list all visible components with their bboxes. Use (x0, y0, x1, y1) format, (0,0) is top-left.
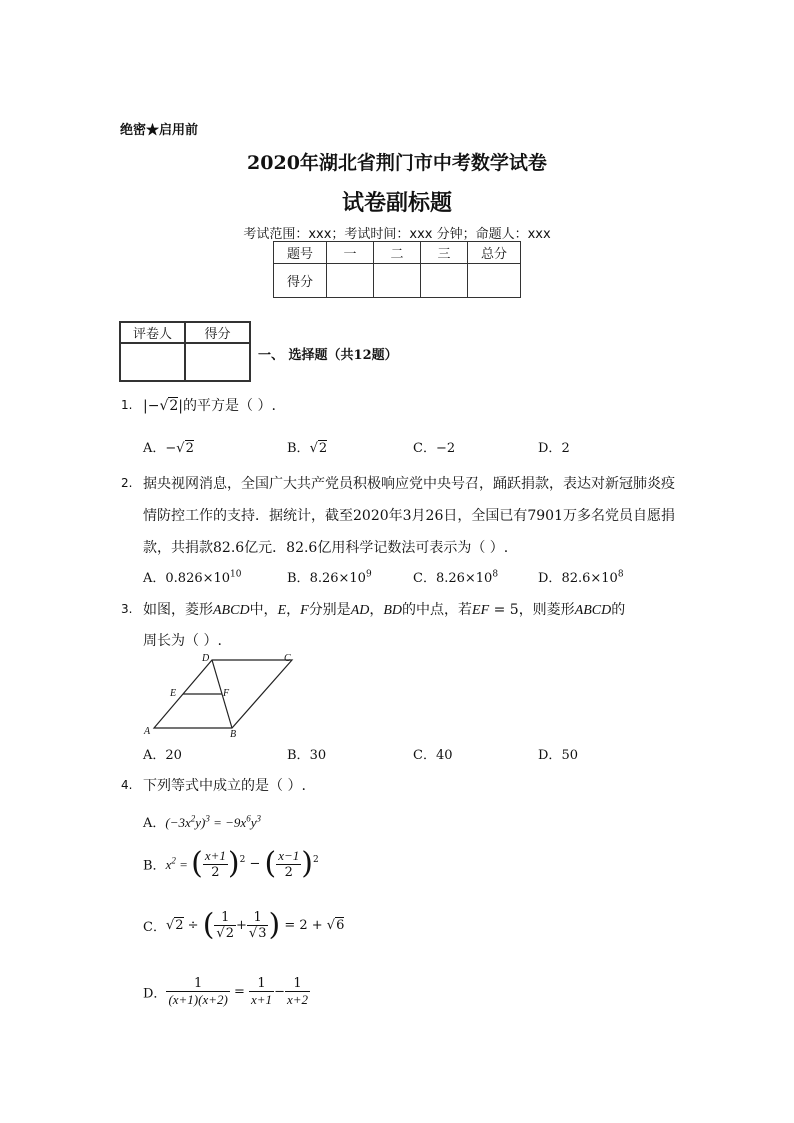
question-3-line-2: 周长为（ ）. (143, 633, 222, 649)
question-3-line-1: 如图，菱形ABCD中，E，F分别是AD，BD的中点，若EF = 5，则菱形ABCD的 (143, 602, 626, 618)
q2-option-d[interactable]: D．$82.6\times 10^8$ (538, 569, 624, 586)
q4-option-d[interactable]: D． $\frac{1}{(x+1)(x+2)}$ = $\frac{1}{x+1}$ − $\frac{1}{x+2}$ (143, 976, 309, 1007)
score-table-header: 题号 (274, 242, 327, 264)
grader-cell[interactable] (120, 343, 185, 381)
q1-option-c[interactable]: C．−2 (413, 441, 456, 456)
q3-option-a[interactable]: A．20 (143, 748, 182, 763)
grader-header: 评卷人 (120, 322, 185, 343)
question-2-line: 据央视网消息，全国广大共产党员积极响应党中央号召，踊跃捐款，表达对新冠肺炎疫 (143, 476, 675, 492)
question-number: 2. (121, 476, 133, 490)
vertex-label-c: C (284, 653, 291, 664)
q1-option-d[interactable]: D．2 (538, 441, 570, 456)
score-table-header: 总分 (468, 242, 521, 264)
grader-score-header: 得分 (185, 322, 250, 343)
vertex-label-d: D (202, 653, 210, 664)
question-number: 3. (121, 602, 133, 616)
q2-option-c[interactable]: C．$8.26\times 10^8$ (413, 569, 499, 586)
score-table-header: 二 (374, 242, 421, 264)
question-number: 4. (121, 778, 133, 792)
q2-option-a[interactable]: A．$0.826\times 10^{10}$ (143, 569, 242, 586)
q4-option-a[interactable]: A．$(-3x^2y)^3 = -9x^6y^3$ (143, 813, 261, 831)
score-table-header: 三 (421, 242, 468, 264)
question-number: 1. (121, 398, 133, 412)
score-cell[interactable] (327, 264, 374, 298)
vertex-label-a: A (144, 726, 151, 737)
point-label-e: E (170, 688, 177, 699)
question-4-stem: 下列等式中成立的是（ ）. (143, 778, 306, 794)
vertex-label-b: B (230, 729, 237, 738)
q3-option-b[interactable]: B．30 (287, 748, 327, 763)
score-row-label: 得分 (274, 264, 327, 298)
q3-option-d[interactable]: D．50 (538, 748, 578, 763)
score-cell[interactable] (374, 264, 421, 298)
exam-subtitle: 试卷副标题 (341, 190, 452, 216)
q3-option-c[interactable]: C．40 (413, 748, 453, 763)
q2-option-b[interactable]: B．$8.26\times 10^9$ (287, 569, 372, 586)
score-table-header: 一 (327, 242, 374, 264)
grader-table (119, 321, 251, 382)
section-title: 一、 选择题（共12题） (258, 348, 398, 363)
question-2-line: 款，共捐款82.6亿元．82.6亿用科学记数法可表示为（ ）. (143, 540, 509, 556)
q4-option-b[interactable]: B．$x^2$ = ( $\frac{x+1}{2}$ )$^2$ − ( $\frac{x-1}{2}$ )$^2$ (143, 846, 319, 881)
score-cell[interactable] (421, 264, 468, 298)
math-abs-neg-sqrt2: |−√2| (143, 398, 184, 414)
q1-option-a[interactable]: A．−√2 (143, 441, 194, 456)
exam-info: 考试范围：xxx；考试时间：xxx 分钟；命题人：xxx (243, 227, 551, 242)
q4-option-c[interactable]: C．√2 ÷ ( $\frac{1}{√2}$ + $\frac{1}{√3}$ ) = 2 + √6 (143, 907, 345, 943)
score-table (273, 241, 521, 298)
score-cell[interactable] (468, 264, 521, 298)
question-1-stem: |−√2|的平方是（ ）. (143, 398, 276, 414)
rhombus-figure (140, 650, 300, 738)
point-label-f: F (223, 688, 230, 699)
q1-option-b[interactable]: B．√2 (287, 441, 328, 456)
grader-score-cell[interactable] (185, 343, 250, 381)
exam-title: 2020年湖北省荆门市中考数学试卷 (247, 152, 547, 174)
confidential-label: 绝密★启用前 (120, 123, 199, 138)
question-2-line: 情防控工作的支持．据统计，截至2020年3月26日，全国已有7901万多名党员自愿捐 (143, 508, 675, 524)
